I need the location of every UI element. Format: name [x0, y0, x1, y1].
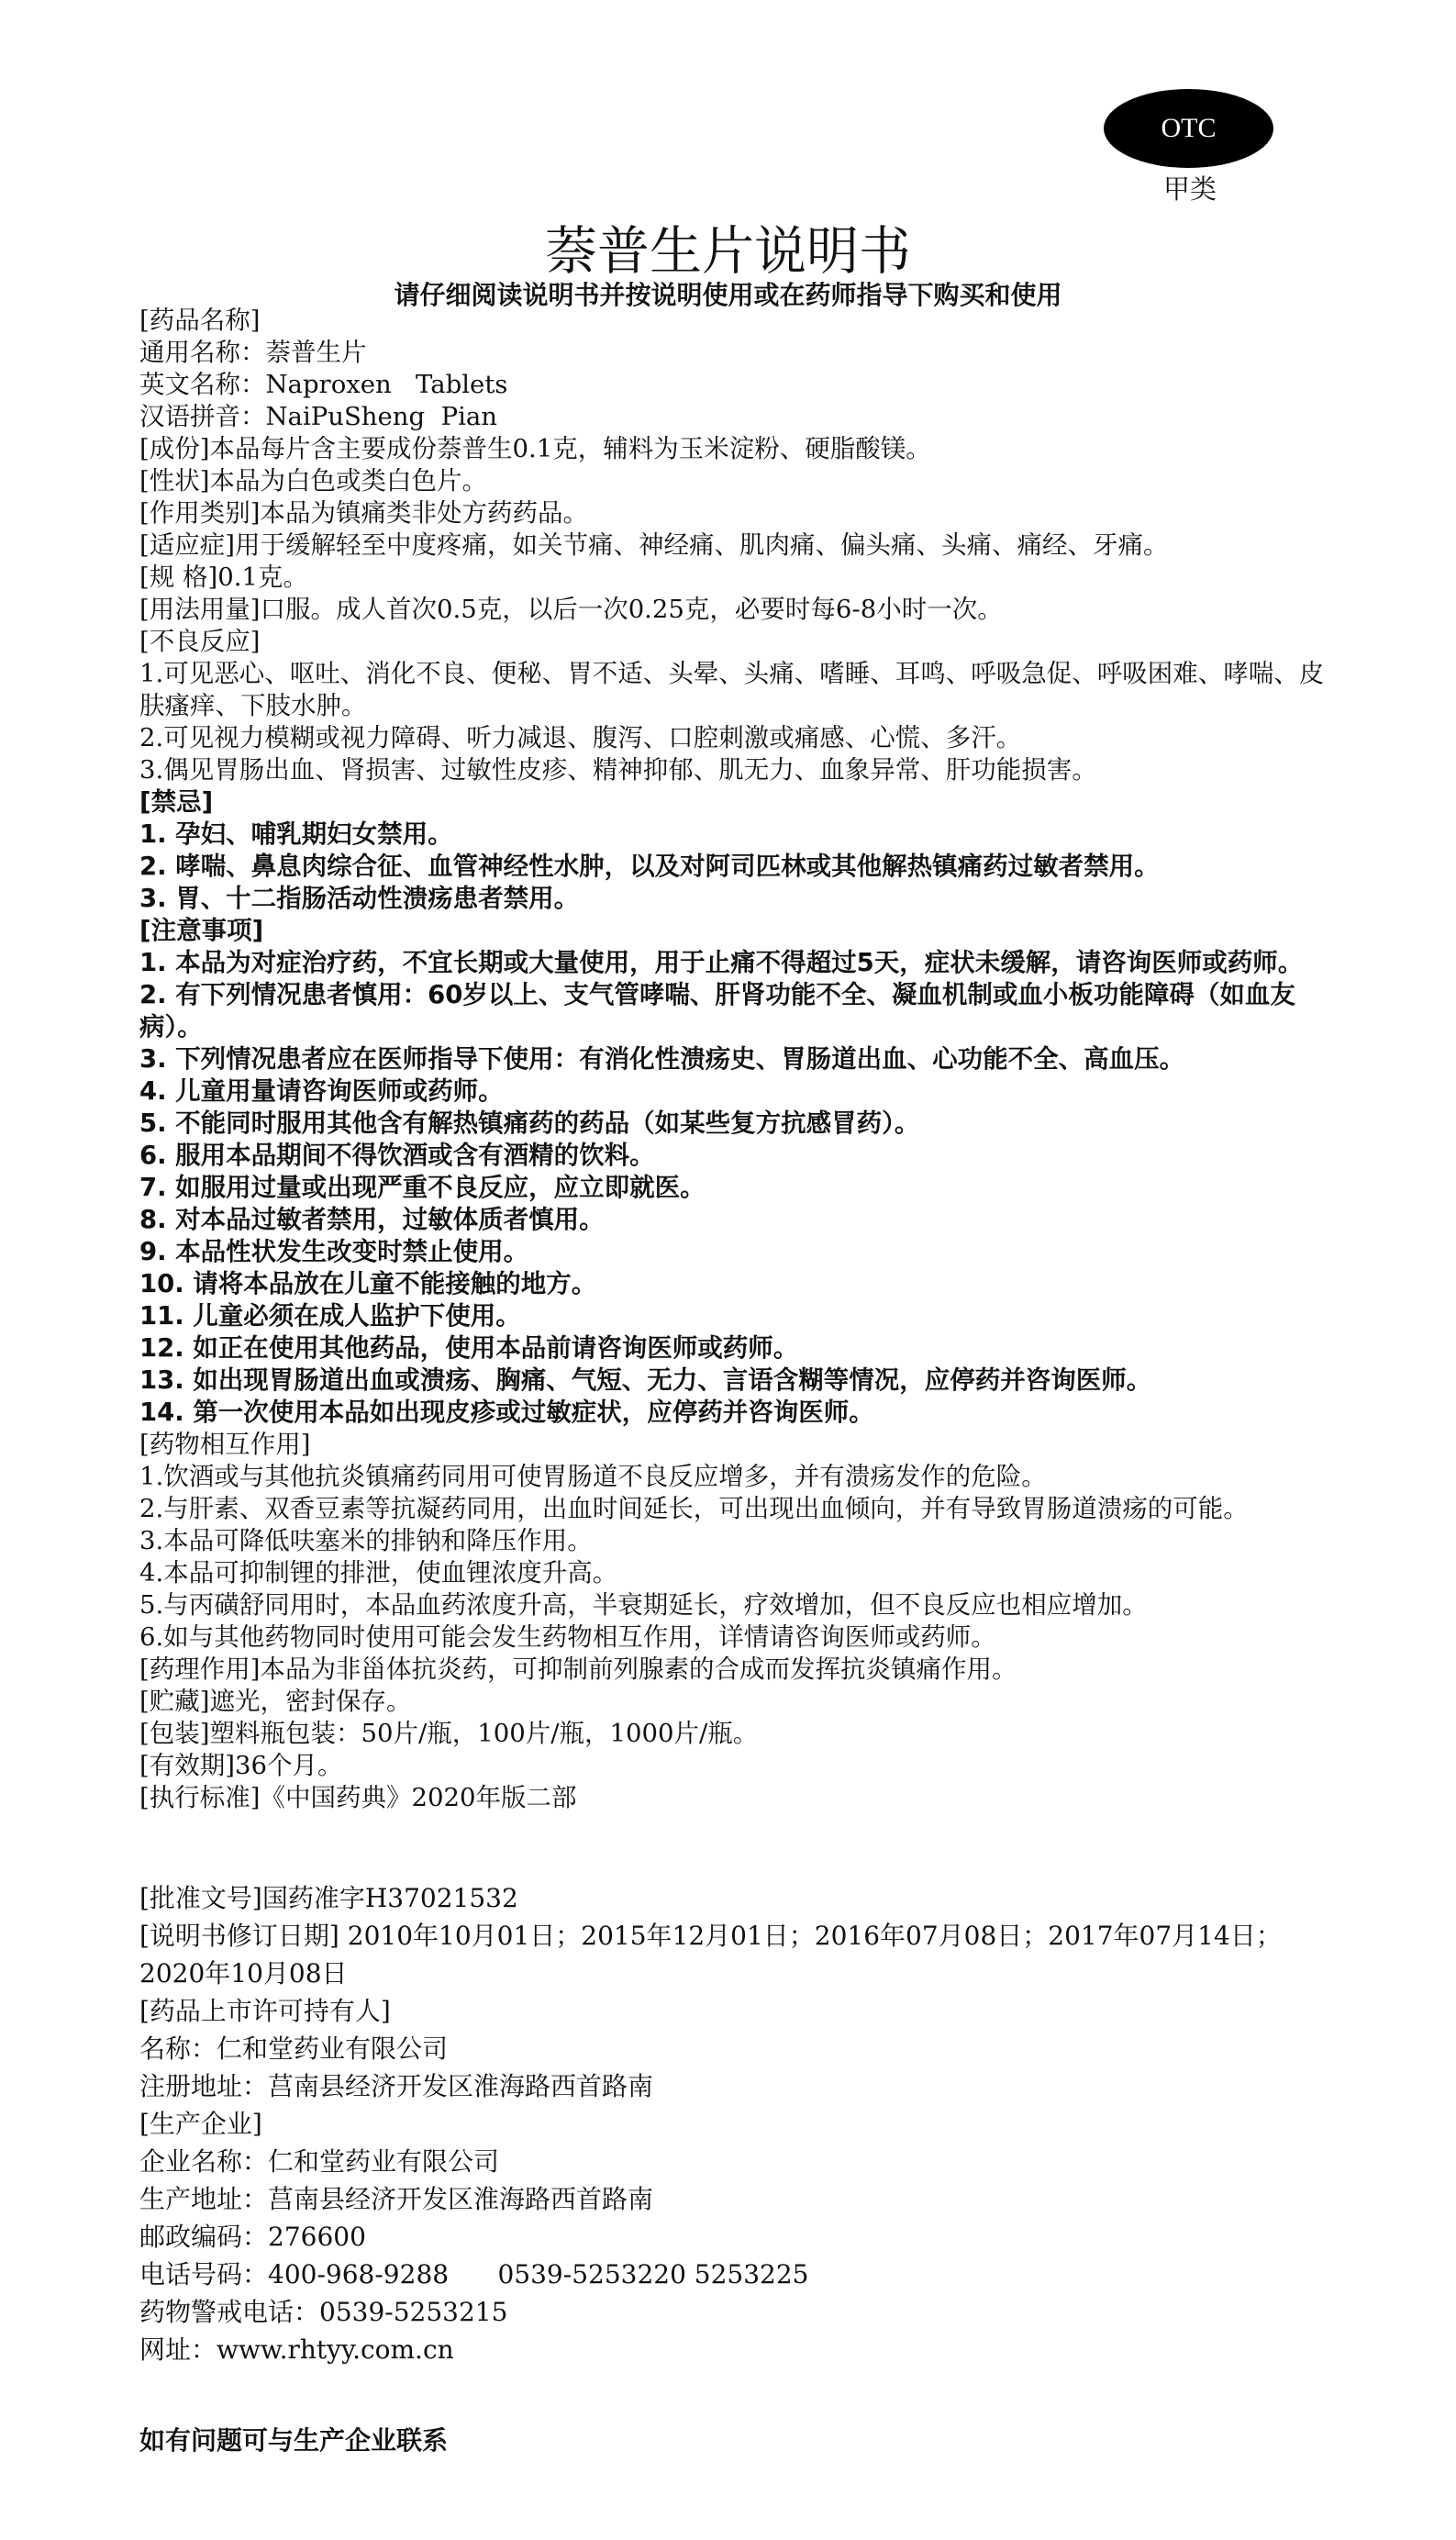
caution-item: 7. 如服用过量或出现严重不良反应，应立即就医。: [139, 1173, 706, 1202]
contraindication-item: 2. 哮喘、鼻息肉综合征、血管神经性水肿，以及对阿司匹林或其他解热镇痛药过敏者禁用。: [139, 852, 1160, 881]
revision-dates: [说明书修订日期] 2010年10月01日；2015年12月01日；2016年07月08日；2017年07月14日；: [139, 1921, 1282, 1951]
validity: [有效期]36个月。: [139, 1751, 343, 1780]
manufacturer-header: [生产企业]: [139, 2109, 262, 2139]
caution-item: 8. 对本品过敏者禁用，过敏体质者慎用。: [139, 1205, 605, 1234]
caution-item: 3. 下列情况患者应在医师指导下使用：有消化性溃疡史、胃肠道出血、心功能不全、高血压。: [139, 1044, 1185, 1074]
interaction-item: 6.如与其他药物同时使用可能会发生药物相互作用，详情请咨询医师或药师。: [139, 1622, 996, 1652]
description: [性状]本品为白色或类白色片。: [139, 466, 487, 496]
caution-item: 14. 第一次使用本品如出现皮疹或过敏症状，应停药并咨询医师。: [139, 1398, 874, 1427]
adverse-item: 1.可见恶心、呕吐、消化不良、便秘、胃不适、头晕、头痛、嗜睡、耳鸣、呼吸急促、呼吸困难、哮喘、皮肤瘙痒、下肢水肿。: [139, 659, 1325, 720]
holder-name: 名称：仁和堂药业有限公司: [139, 2033, 449, 2064]
website-link[interactable]: 网址：www.rhtyy.com.cn: [139, 2334, 454, 2365]
indications: [适应症]用于缓解轻至中度疼痛，如关节痛、神经痛、肌肉痛、偏头痛、头痛、痛经、牙痛。: [139, 530, 1169, 560]
caution-item: 2. 有下列情况患者慎用：60岁以上、支气管哮喘、肝肾功能不全、凝血机制或血小板功能障碍（如血友病）。: [139, 980, 1295, 1042]
caution-item: 10. 请将本品放在儿童不能接触的地方。: [139, 1269, 597, 1298]
section-header-contraindications: [禁忌]: [139, 787, 214, 817]
approval-number: [批准文号]国药准字H37021532: [139, 1883, 518, 1913]
pharmacology: [药理作用]本品为非甾体抗炎药，可抑制前列腺素的合成而发挥抗炎镇痛作用。: [139, 1654, 1017, 1684]
manufacturer-address: 生产地址：莒南县经济开发区淮海路西首路南: [139, 2184, 654, 2214]
section-header-cautions: [注意事项]: [139, 916, 264, 945]
pv-phone: 药物警戒电话：0539-5253215: [139, 2297, 508, 2327]
contact-note: 如有问题可与生产企业联系: [139, 2425, 449, 2456]
phone: 电话号码：400-968-9288 0539-5253220 5253225: [139, 2259, 809, 2289]
caution-item: 5. 不能同时服用其他含有解热镇痛药的药品（如某些复方抗感冒药）。: [139, 1108, 920, 1138]
standard: [执行标准]《中国药典》2020年版二部: [139, 1783, 577, 1812]
ingredients: [成份]本品每片含主要成份萘普生0.1克，辅料为玉米淀粉、硬脂酸镁。: [139, 434, 931, 463]
interaction-item: 2.与肝素、双香豆素等抗凝药同用，出血时间延长，可出现出血倾向，并有导致胃肠道溃疡的可能。: [139, 1494, 1249, 1523]
adverse-item: 3.偶见胃肠出血、肾损害、过敏性皮疹、精神抑郁、肌无力、血象异常、肝功能损害。: [139, 755, 1097, 785]
otc-label: OTC: [1161, 113, 1217, 143]
interaction-item: 5.与丙磺舒同用时，本品血药浓度升高，半衰期延长，疗效增加，但不良反应也相应增加。: [139, 1590, 1148, 1620]
package: [包装]塑料瓶包装：50片/瓶，100片/瓶，1000片/瓶。: [139, 1719, 759, 1748]
interaction-item: 4.本品可抑制锂的排泄，使血锂浓度升高。: [139, 1558, 618, 1588]
postcode: 邮政编码：276600: [139, 2222, 366, 2252]
generic-name: 通用名称：萘普生片: [139, 338, 367, 367]
holder-header: [药品上市许可持有人]: [139, 1996, 391, 2026]
specification: [规 格]0.1克。: [139, 563, 308, 592]
otc-badge: [1104, 89, 1273, 168]
category: [作用类别]本品为镇痛类非处方药药品。: [139, 498, 588, 528]
adverse-item: 2.可见视力模糊或视力障碍、听力减退、腹泻、口腔刺激或痛感、心慌、多汗。: [139, 723, 1022, 752]
caution-item: 12. 如正在使用其他药品，使用本品前请咨询医师或药师。: [139, 1333, 799, 1363]
caution-item: 9. 本品性状发生改变时禁止使用。: [139, 1237, 529, 1266]
caution-item: 11. 儿童必须在成人监护下使用。: [139, 1301, 521, 1331]
holder-address: 注册地址：莒南县经济开发区淮海路西首路南: [139, 2071, 654, 2101]
interaction-item: 1.饮酒或与其他抗炎镇痛药同用可使胃肠道不良反应增多，并有溃疡发作的危险。: [139, 1462, 1047, 1491]
caution-item: 6. 服用本品期间不得饮酒或含有酒精的饮料。: [139, 1141, 655, 1170]
caution-item: 4. 儿童用量请咨询医师或药师。: [139, 1076, 504, 1106]
english-name: 英文名称：Naproxen Tablets: [139, 370, 508, 399]
section-header-interactions: [药物相互作用]: [139, 1430, 311, 1459]
dosage: [用法用量]口服。成人首次0.5克，以后一次0.25克，必要时每6-8小时一次。: [139, 595, 1003, 624]
revision-dates-cont: 2020年10月08日: [139, 1958, 348, 1989]
interaction-item: 3.本品可降低呋塞米的排钠和降压作用。: [139, 1526, 593, 1555]
otc-class-label: 甲类: [1163, 173, 1217, 205]
caution-item: 1. 本品为对症治疗药，不宜长期或大量使用，用于止痛不得超过5天，症状未缓解，请咨询医师或药师。: [139, 948, 1304, 977]
leaflet-body: [139, 305, 1332, 1814]
page-title: 萘普生片说明书: [545, 221, 911, 282]
company-info: [139, 1879, 1332, 2368]
contraindication-item: 1. 孕妇、哺乳期妇女禁用。: [139, 819, 453, 849]
section-header-adverse: [不良反应]: [139, 627, 261, 656]
manufacturer-name: 企业名称：仁和堂药业有限公司: [139, 2146, 500, 2177]
storage: [贮藏]遮光，密封保存。: [139, 1687, 412, 1716]
contraindication-item: 3. 胃、十二指肠活动性溃疡患者禁用。: [139, 884, 580, 913]
reading-notice: 请仔细阅读说明书并按说明使用或在药师指导下购买和使用: [394, 280, 1062, 310]
section-header-name: [药品名称]: [139, 306, 261, 335]
caution-item: 13. 如出现胃肠道出血或溃疡、胸痛、气短、无力、言语含糊等情况，应停药并咨询医师。: [139, 1365, 1152, 1395]
pinyin-name: 汉语拼音：NaiPuSheng Pian: [139, 402, 497, 431]
